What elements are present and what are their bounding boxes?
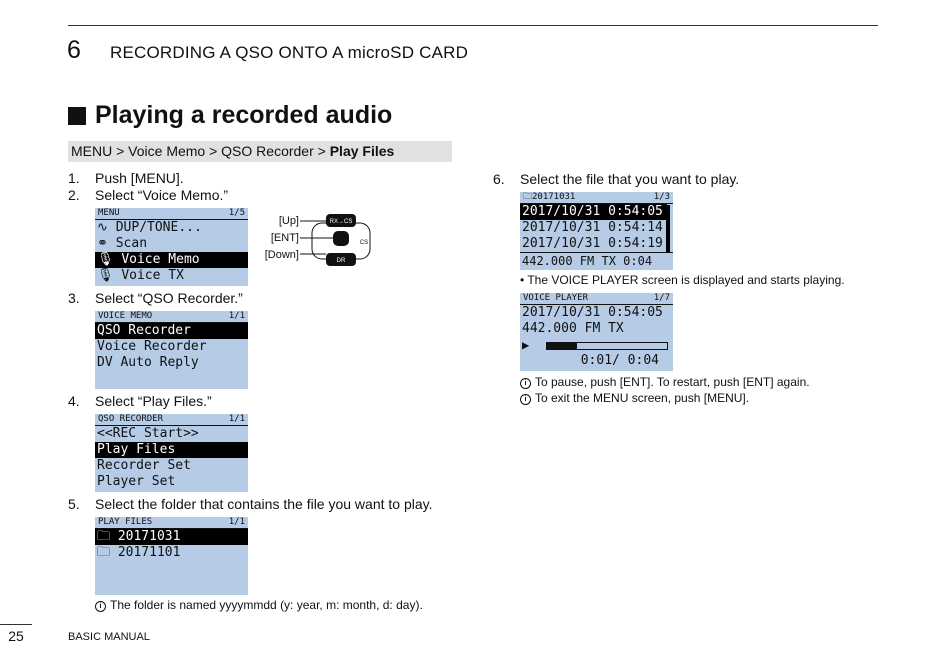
- section-heading: [68, 101, 392, 130]
- progress-fill: [547, 343, 577, 349]
- step-1: 1. Push [MENU].: [68, 170, 184, 186]
- lcd-status-row: 442.000 FM TX 0:04: [520, 252, 673, 269]
- lcd-row: Recorder Set: [97, 458, 191, 473]
- lcd-row-selected: 🎙 Voice Memo: [95, 252, 248, 268]
- dial-key-diagram: [298, 211, 374, 269]
- top-rule: [68, 25, 878, 26]
- step-2: 2. Select “Voice Memo.”: [68, 187, 229, 203]
- step-6: 6. Select the file that you want to play.: [493, 171, 740, 187]
- step-5: 5. Select the folder that contains the file you want to play.: [68, 496, 433, 512]
- chapter-number: 6: [67, 36, 81, 64]
- info-icon: i: [520, 378, 531, 389]
- lcd-row: <<REC Start>>: [97, 426, 199, 441]
- lcd-menu-screen: MENU 1/5 ∿ DUP/TONE... ⚭ Scan 🎙 Voice Memo 🎙 Voice TX: [95, 208, 248, 286]
- page-number: 25: [8, 628, 24, 644]
- footer-manual: BASIC MANUAL: [68, 631, 150, 643]
- info-icon: i: [520, 394, 531, 405]
- lcd-row: 🗀 20171101: [97, 545, 181, 560]
- lcd-row: 2017/10/31 0:54:19: [522, 236, 663, 251]
- section-title: Playing a recorded audio: [95, 101, 393, 129]
- svg-text:DR: DR: [336, 258, 346, 264]
- lcd-qso-recorder-screen: QSO RECORDER 1/1 <<REC Start>> Play Files Recorder Set Player Set: [95, 414, 248, 492]
- lcd-date-row: 2017/10/31 0:54:05: [522, 305, 663, 320]
- play-icon: ▶: [522, 338, 530, 352]
- lcd-row-selected: QSO Recorder: [95, 323, 248, 339]
- lcd-row-selected: Play Files: [95, 442, 248, 458]
- menu-path-last: Play Files: [329, 143, 395, 159]
- lcd-play-files-screen: PLAY FILES 1/1 🗀 20171031 🗀 20171101: [95, 517, 248, 595]
- step-3: 3. Select “QSO Recorder.”: [68, 290, 243, 306]
- ent-label: [ENT]: [270, 232, 299, 244]
- lcd-voice-memo-screen: VOICE MEMO 1/1 QSO Recorder Voice Recorder DV Auto Reply: [95, 311, 248, 389]
- page-number-rule: [0, 624, 32, 625]
- lcd-scrollbar: [666, 205, 670, 252]
- info-icon: i: [95, 601, 106, 612]
- voice-player-note: • The VOICE PLAYER screen is displayed and starts playing.: [520, 273, 845, 287]
- chapter-title: RECORDING A QSO ONTO A microSD CARD: [110, 43, 469, 62]
- lcd-row: Voice Recorder: [97, 339, 207, 354]
- square-bullet-icon: [68, 107, 86, 125]
- down-label: [Down]: [264, 249, 299, 261]
- lcd-voice-player-screen: VOICE PLAYER 1/7 2017/10/31 0:54:05 442.000 FM TX ▶ 0:01/ 0:04: [520, 293, 673, 371]
- svg-text:CS: CS: [359, 240, 369, 246]
- exit-note: i To exit the MENU screen, push [MENU].: [520, 391, 749, 405]
- lcd-row: 2017/10/31 0:54:14: [522, 220, 663, 235]
- up-label: [Up]: [278, 215, 299, 227]
- lcd-row: DV Auto Reply: [97, 355, 199, 370]
- pause-note: i To pause, push [ENT]. To restart, push [ENT] again.: [520, 375, 810, 389]
- ent-key-icon: [333, 231, 349, 246]
- lcd-row: 🎙 Voice TX: [97, 268, 184, 283]
- lcd-time-row: 0:01/ 0:04: [580, 353, 659, 368]
- lcd-row: ⚭ Scan: [97, 236, 148, 251]
- step-4: 4. Select “Play Files.”: [68, 393, 212, 409]
- folder-note: i The folder is named yyyymmdd (y: year, m: month, d: day).: [95, 598, 423, 612]
- lcd-row-selected: 🗀 20171031: [95, 529, 248, 545]
- progress-track: [546, 342, 668, 350]
- lcd-file-list-screen: 🗀20171031 1/3 2017/10/31 0:54:05 2017/10/31 0:54:14 2017/10/31 0:54:19 442.000 FM TX 0:04: [520, 192, 673, 270]
- menu-path: [68, 141, 452, 162]
- lcd-row: ∿ DUP/TONE...: [97, 220, 202, 235]
- lcd-progress-row: [520, 337, 673, 353]
- svg-text:RX→CS: RX→CS: [329, 219, 353, 225]
- lcd-row-selected: 2017/10/31 0:54:05: [520, 204, 667, 220]
- menu-path-prefix: MENU > Voice Memo > QSO Recorder >: [71, 143, 330, 159]
- lcd-freq-row: 442.000 FM TX: [522, 321, 624, 336]
- lcd-row: Player Set: [97, 474, 176, 489]
